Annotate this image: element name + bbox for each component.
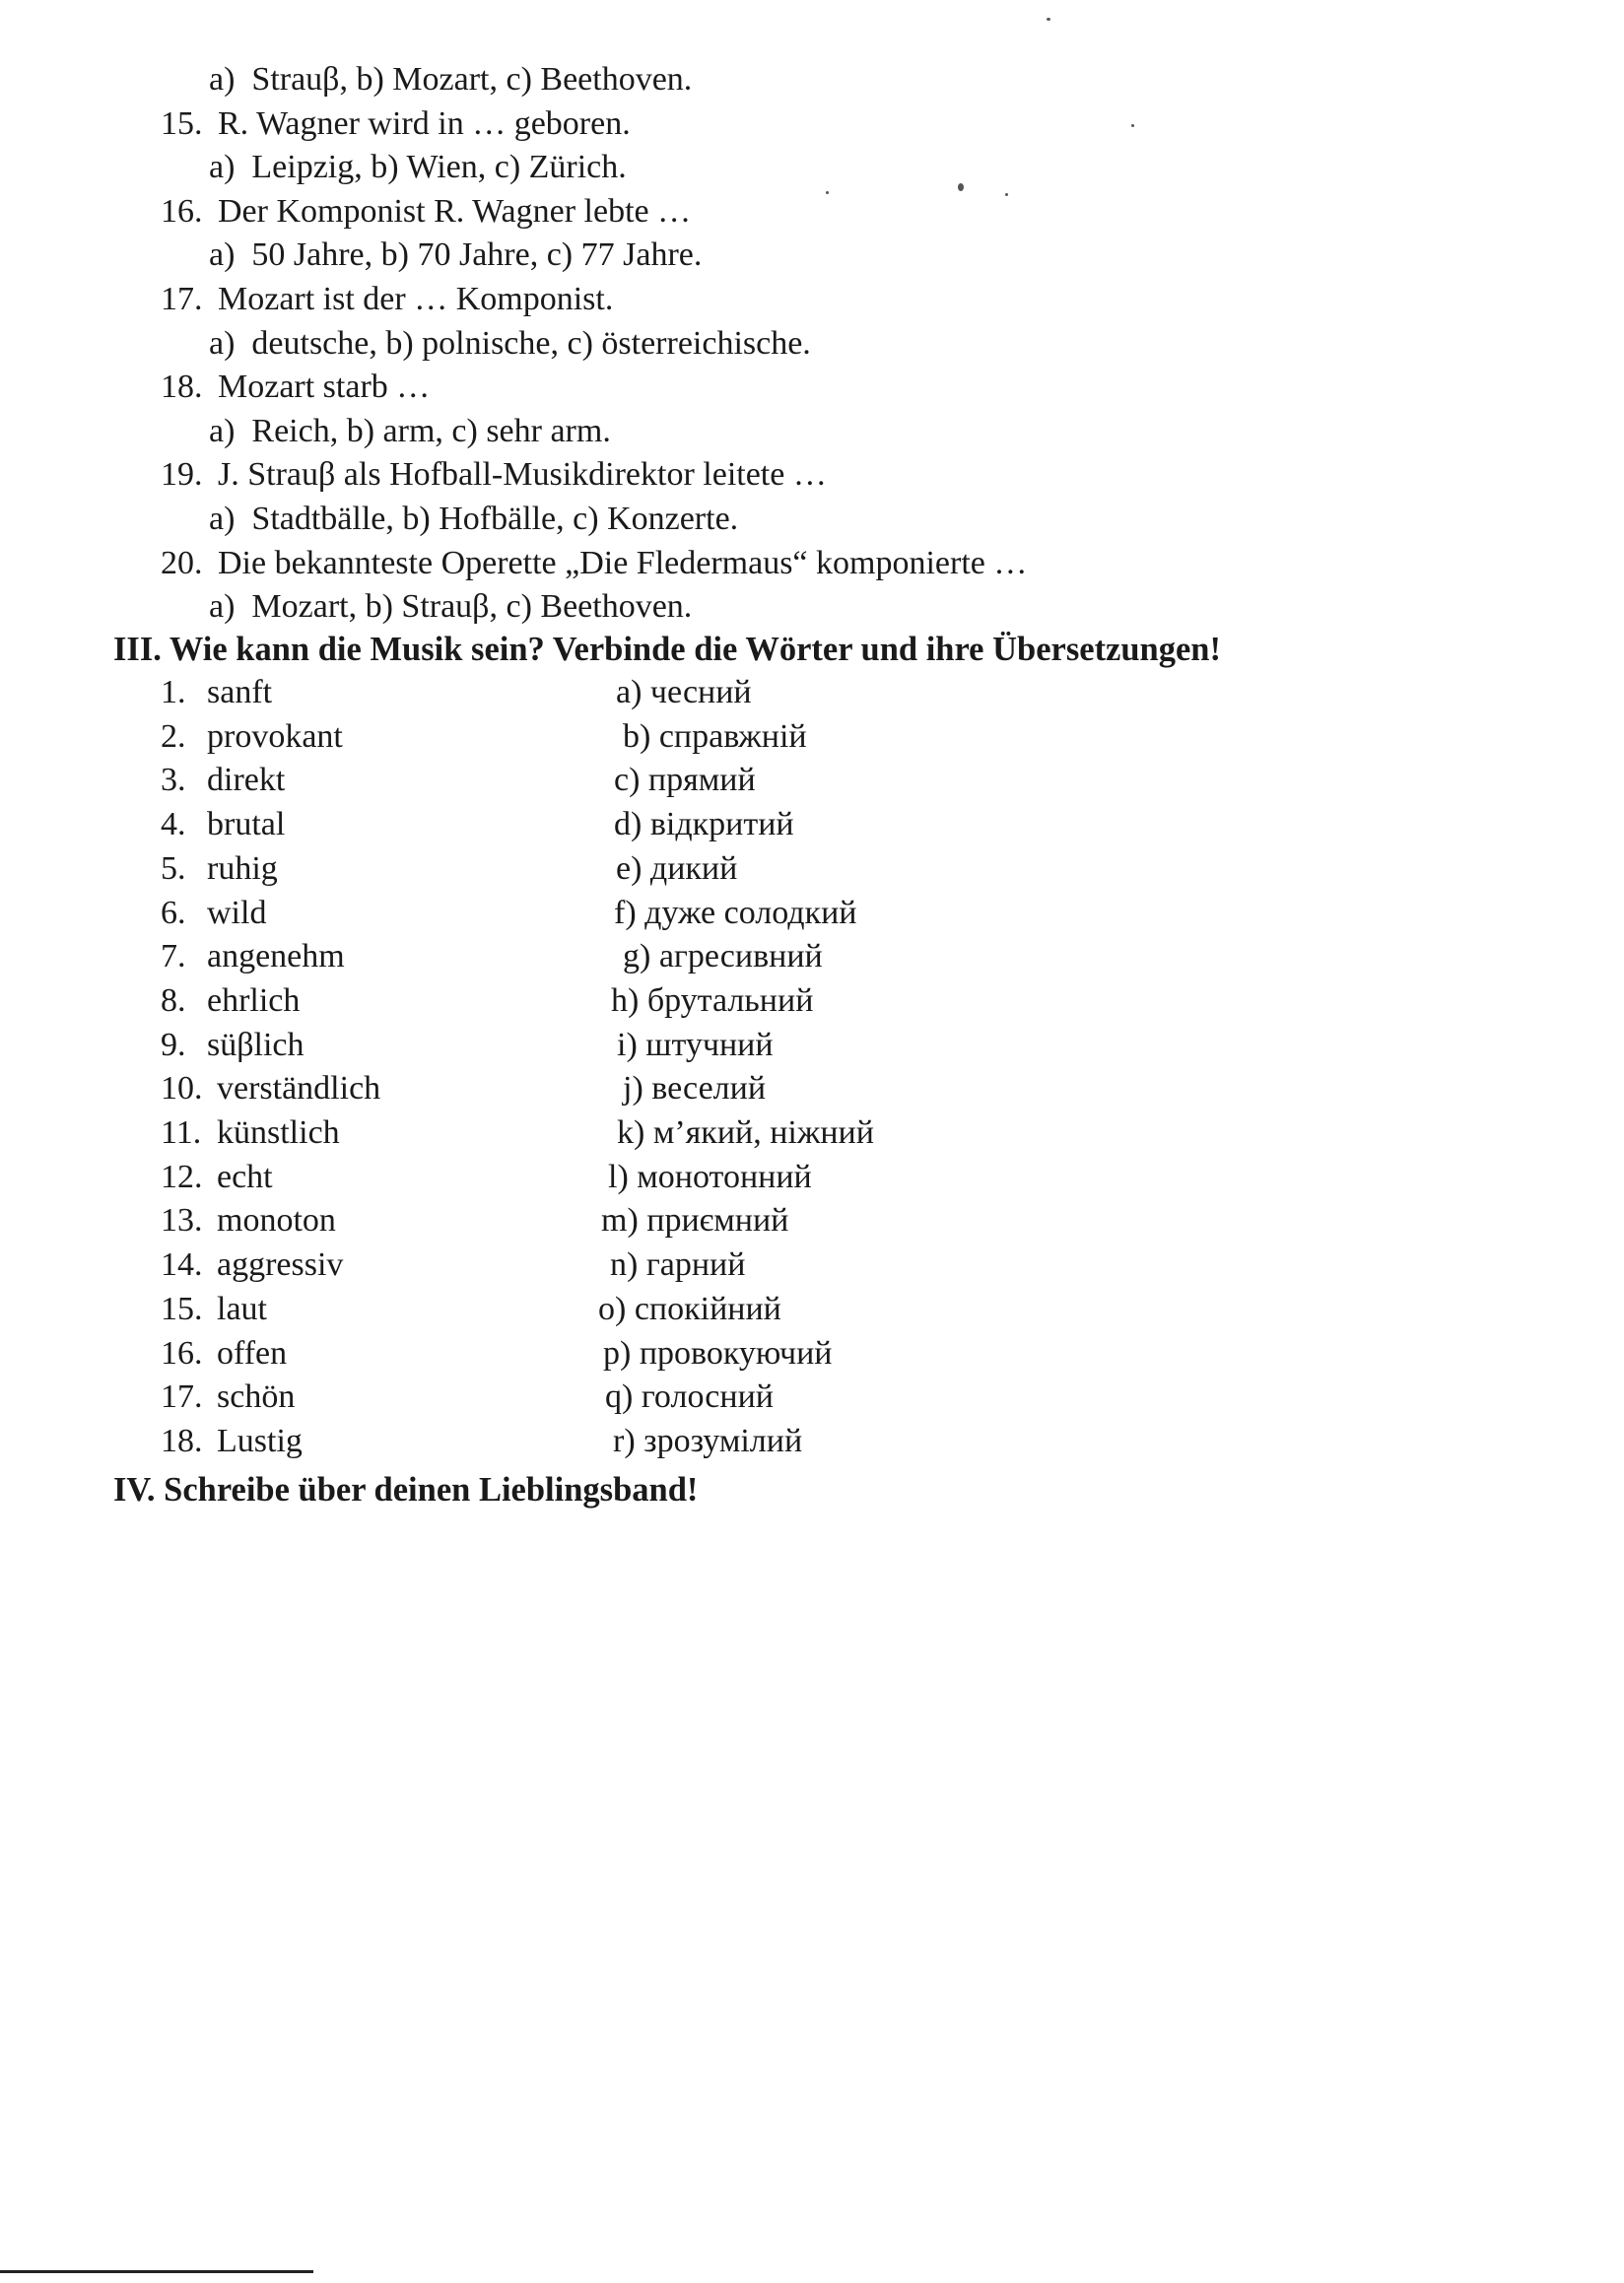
question-item bbox=[161, 102, 631, 146]
translation-option: f) дуже солодкий bbox=[614, 894, 857, 931]
question-text: Der Komponist R. Wagner lebte … bbox=[218, 192, 692, 230]
row-number: 12. bbox=[161, 1158, 203, 1195]
row-number: 18. bbox=[161, 1422, 203, 1459]
scan-speck bbox=[1131, 124, 1134, 127]
translation-option: n) гарний bbox=[610, 1246, 746, 1284]
matching-row bbox=[0, 1067, 1624, 1110]
german-word: Lustig bbox=[217, 1422, 303, 1459]
german-word: künstlich bbox=[217, 1114, 340, 1151]
row-number: 13. bbox=[161, 1202, 203, 1240]
matching-row bbox=[0, 671, 1624, 714]
answer-options: a) 50 Jahre, b) 70 Jahre, c) 77 Jahre. bbox=[209, 236, 703, 274]
row-number: 9. bbox=[161, 1026, 186, 1063]
german-word: offen bbox=[217, 1334, 288, 1372]
translation-option: m) приємний bbox=[601, 1202, 789, 1240]
german-word: echt bbox=[217, 1158, 273, 1195]
matching-row bbox=[0, 847, 1624, 891]
translation-option: b) справжній bbox=[623, 717, 807, 755]
row-number: 8. bbox=[161, 981, 186, 1019]
matching-row bbox=[0, 759, 1624, 802]
matching-row bbox=[0, 1156, 1624, 1199]
translation-option: o) спокійний bbox=[598, 1290, 781, 1327]
translation-option: r) зрозумілий bbox=[613, 1422, 803, 1459]
footnote-rule bbox=[0, 2270, 313, 2273]
german-word: direkt bbox=[207, 762, 286, 799]
row-number: 6. bbox=[161, 894, 186, 931]
translation-option: q) голосний bbox=[605, 1378, 774, 1416]
matching-row bbox=[0, 803, 1624, 846]
matching-row bbox=[0, 1376, 1624, 1419]
question-number: 20. bbox=[161, 544, 203, 581]
question-number: 17. bbox=[161, 281, 203, 317]
translation-option: e) дикий bbox=[616, 849, 738, 887]
question-item bbox=[161, 542, 1027, 585]
question-item bbox=[161, 190, 691, 234]
matching-row bbox=[0, 1420, 1624, 1463]
question-text: Die bekannteste Operette „Die Fledermaus“ komponierte … bbox=[218, 544, 1028, 581]
scan-speck bbox=[1005, 193, 1008, 196]
translation-option: i) штучний bbox=[617, 1026, 774, 1063]
question-number: 18. bbox=[161, 369, 203, 406]
row-number: 4. bbox=[161, 806, 186, 843]
scan-speck bbox=[826, 191, 829, 194]
answer-options: a) Strauβ, b) Mozart, c) Beethoven. bbox=[209, 61, 693, 98]
question-item bbox=[161, 278, 613, 321]
row-number: 5. bbox=[161, 849, 186, 887]
german-word: ehrlich bbox=[207, 981, 301, 1019]
matching-row bbox=[0, 1111, 1624, 1155]
row-number: 7. bbox=[161, 938, 186, 975]
german-word: aggressiv bbox=[217, 1246, 344, 1284]
row-number: 11. bbox=[161, 1114, 202, 1151]
matching-row bbox=[0, 715, 1624, 759]
german-word: süβlich bbox=[207, 1026, 304, 1063]
question-text: Mozart starb … bbox=[218, 369, 431, 406]
row-number: 15. bbox=[161, 1290, 203, 1327]
german-word: monoton bbox=[217, 1202, 336, 1240]
answer-options: a) deutsche, b) polnische, c) österreichische. bbox=[209, 324, 811, 362]
german-word: ruhig bbox=[207, 849, 278, 887]
question-number: 15. bbox=[161, 104, 203, 142]
translation-option: j) веселий bbox=[623, 1070, 767, 1108]
question-item bbox=[161, 453, 827, 497]
row-number: 16. bbox=[161, 1334, 203, 1372]
matching-row bbox=[0, 935, 1624, 978]
question-number: 16. bbox=[161, 192, 203, 230]
translation-option: g) агресивний bbox=[623, 938, 823, 975]
question-text: Mozart ist der … Komponist. bbox=[218, 281, 614, 317]
row-number: 10. bbox=[161, 1070, 203, 1108]
german-word: schön bbox=[217, 1378, 296, 1416]
row-number: 14. bbox=[161, 1246, 203, 1284]
german-word: wild bbox=[207, 894, 267, 931]
answer-options: a) Reich, b) arm, c) sehr arm. bbox=[209, 412, 611, 449]
translation-option: a) чесний bbox=[616, 674, 752, 710]
german-word: brutal bbox=[207, 806, 286, 843]
translation-option: h) брутальний bbox=[611, 981, 814, 1019]
german-word: angenehm bbox=[207, 938, 345, 975]
translation-option: c) прямий bbox=[614, 762, 756, 799]
matching-row bbox=[0, 1332, 1624, 1376]
translation-option: d) відкритий bbox=[614, 806, 794, 843]
row-number: 17. bbox=[161, 1378, 203, 1416]
row-number: 2. bbox=[161, 717, 186, 755]
matching-row bbox=[0, 1024, 1624, 1067]
section-4-heading: IV. Schreibe über deinen Lieblingsband! bbox=[113, 1471, 699, 1509]
translation-option: p) провокуючий bbox=[603, 1334, 833, 1372]
row-number: 1. bbox=[161, 674, 186, 710]
scan-speck bbox=[958, 183, 964, 191]
question-text: R. Wagner wird in … geboren. bbox=[218, 104, 631, 142]
translation-option: l) монотонний bbox=[608, 1158, 812, 1195]
matching-row bbox=[0, 1288, 1624, 1331]
german-word: verständlich bbox=[217, 1070, 381, 1108]
section-3-heading: III. Wie kann die Musik sein? Verbinde die Wörter und ihre Übersetzungen! bbox=[113, 631, 1221, 668]
german-word: provokant bbox=[207, 717, 343, 755]
german-word: sanft bbox=[207, 674, 273, 710]
row-number: 3. bbox=[161, 762, 186, 799]
question-text: J. Strauβ als Hofball-Musikdirektor leitete … bbox=[218, 456, 827, 494]
answer-options: a) Mozart, b) Strauβ, c) Beethoven. bbox=[209, 588, 693, 626]
matching-row bbox=[0, 1243, 1624, 1287]
answer-options: a) Leipzig, b) Wien, c) Zürich. bbox=[209, 149, 627, 186]
answer-options: a) Stadtbälle, b) Hofbälle, c) Konzerte. bbox=[209, 501, 739, 537]
translation-option: k) м’який, ніжний bbox=[617, 1114, 874, 1151]
matching-row bbox=[0, 892, 1624, 935]
scan-speck bbox=[1047, 18, 1050, 21]
question-item bbox=[161, 366, 430, 409]
german-word: laut bbox=[217, 1290, 267, 1327]
matching-row bbox=[0, 1199, 1624, 1242]
matching-row bbox=[0, 979, 1624, 1023]
question-number: 19. bbox=[161, 456, 203, 494]
